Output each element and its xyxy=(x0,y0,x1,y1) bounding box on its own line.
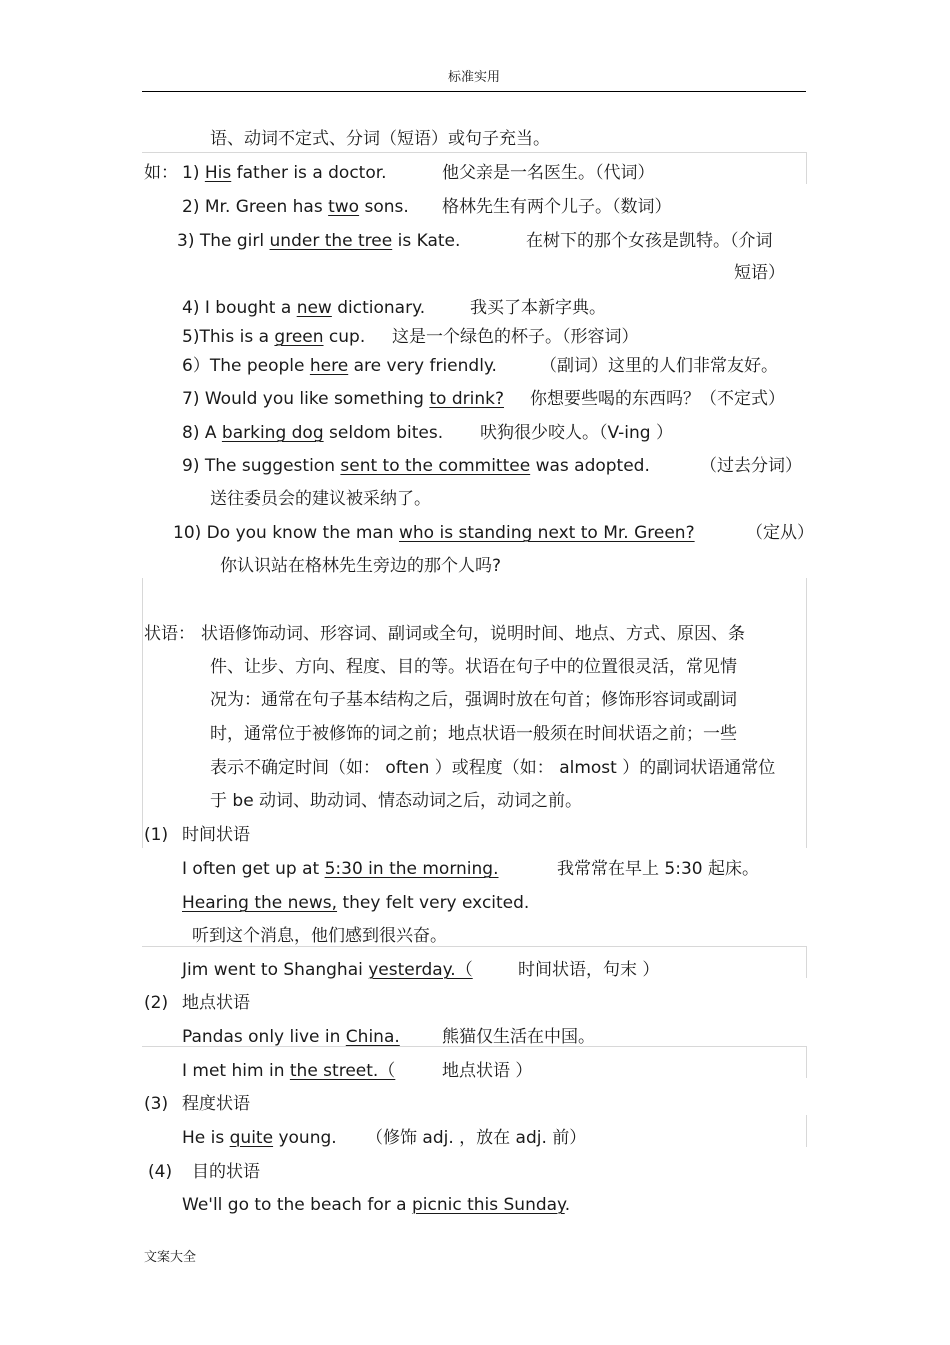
example-10-translation: 你认识站在格林先生旁边的那个人吗? xyxy=(220,556,502,576)
underlined-phrase: barking dog xyxy=(221,423,324,443)
example-text: they felt very excited. xyxy=(337,893,530,913)
example-number: 10) xyxy=(173,523,202,543)
example-number: 2) xyxy=(182,197,200,217)
example-text: The girl xyxy=(199,231,270,251)
adverbial-paragraph-line: 时，通常位于被修饰的词之前；地点状语一般须在时间状语之前；一些 xyxy=(210,724,737,744)
example-3 xyxy=(177,230,460,252)
example-number: 7) xyxy=(182,389,200,409)
box-edge-right xyxy=(806,152,807,184)
section-number: (2) xyxy=(144,993,169,1013)
place-example-2-note: 地点状语 ） xyxy=(442,1061,533,1081)
time-example-2 xyxy=(182,892,529,914)
degree-example-1-note: （修饰 adj. ，放在 adj. 前） xyxy=(366,1128,587,1148)
underlined-phrase: to drink? xyxy=(429,389,504,409)
section-number: (3) xyxy=(144,1094,169,1114)
example-text: Would you like something xyxy=(204,389,430,409)
underlined-phrase: new xyxy=(296,298,332,318)
example-number: 4) xyxy=(182,298,200,318)
example-10-label: （定从） xyxy=(746,523,814,543)
example-text: We'll go to the beach for a xyxy=(182,1195,412,1215)
time-example-2-translation: 听到这个消息，他们感到很兴奋。 xyxy=(192,926,447,946)
box-edge-right xyxy=(806,1115,807,1147)
example-3-translation-cont: 短语） xyxy=(734,263,785,283)
underlined-phrase: who is standing next to Mr. Green? xyxy=(399,523,695,543)
box-edge-right xyxy=(806,578,807,848)
example-8 xyxy=(182,422,443,444)
time-example-1 xyxy=(182,858,499,880)
example-5-translation: 这是一个绿色的杯子。（形容词） xyxy=(392,327,639,347)
example-text: father is a doctor. xyxy=(231,163,387,183)
example-number: 5) xyxy=(182,327,200,347)
example-text: I often get up at xyxy=(182,859,325,879)
subject-continuation: 语、动词不定式、分词（短语）或句子充当。 xyxy=(210,129,550,149)
example-text: The people xyxy=(209,356,310,376)
example-number: 9) xyxy=(182,456,200,476)
example-number: 6） xyxy=(182,356,210,376)
underlined-phrase: China. xyxy=(345,1027,400,1047)
example-7 xyxy=(182,388,504,410)
example-text: Mr. Green has xyxy=(204,197,329,217)
example-text: seldom bites. xyxy=(323,423,444,443)
example-8-translation: 吠狗很少咬人。（V-ing ） xyxy=(480,423,673,443)
example-5 xyxy=(182,326,365,348)
example-text: Jim went to Shanghai xyxy=(182,960,369,980)
footer-text: 文案大全 xyxy=(144,1250,197,1265)
underlined-phrase: here xyxy=(309,356,349,376)
box-edge-left xyxy=(142,578,143,848)
underlined-phrase: Hearing the news, xyxy=(182,893,338,913)
adverbial-paragraph-line: 况为：通常在句子基本结构之后，强调时放在句首；修饰形容词或副词 xyxy=(210,690,737,710)
section-heading: 时间状语 xyxy=(182,825,250,845)
section-number: (1) xyxy=(144,825,169,845)
adverbial-paragraph-line: 状语修饰动词、形容词、副词或全句，说明时间、地点、方式、原因、条 xyxy=(201,624,745,644)
purpose-example-1 xyxy=(182,1194,570,1216)
example-7-translation: 你想要些喝的东西吗？（不定式） xyxy=(530,389,785,409)
example-text: are very friendly. xyxy=(348,356,497,376)
example-2 xyxy=(182,196,409,218)
example-text: I bought a xyxy=(204,298,297,318)
example-2-translation: 格林先生有两个儿子。（数词） xyxy=(442,197,672,217)
underlined-phrase: under the tree xyxy=(269,231,393,251)
header-rule xyxy=(142,91,806,92)
example-intro: 如： xyxy=(144,163,178,183)
underlined-phrase: two xyxy=(328,197,360,217)
example-text: cup. xyxy=(323,327,366,347)
example-6 xyxy=(182,355,497,377)
example-1 xyxy=(182,162,387,184)
box-edge-right xyxy=(806,946,807,978)
section-heading: 程度状语 xyxy=(182,1094,250,1114)
time-example-3-note: 时间状语，句末 ） xyxy=(518,960,660,980)
example-text: is Kate. xyxy=(392,231,461,251)
degree-example-1 xyxy=(182,1127,337,1149)
underlined-phrase: sent to the committee xyxy=(340,456,531,476)
example-text: He is xyxy=(182,1128,230,1148)
example-9 xyxy=(182,455,650,477)
example-text: Do you know the man xyxy=(206,523,399,543)
adverbial-label: 状语： xyxy=(144,624,195,644)
example-9-translation: 送往委员会的建议被采纳了。 xyxy=(210,489,431,509)
underlined-phrase: yesterday.（ xyxy=(368,960,473,980)
example-text: dictionary. xyxy=(331,298,426,318)
time-example-1-translation: 我常常在早上 5:30 起床。 xyxy=(557,859,759,879)
example-6-translation: （副词）这里的人们非常友好。 xyxy=(540,356,778,376)
example-10 xyxy=(173,522,695,544)
example-text: A xyxy=(204,423,222,443)
time-example-3 xyxy=(182,959,473,981)
underlined-phrase: green xyxy=(274,327,324,347)
section-heading: 目的状语 xyxy=(192,1162,260,1182)
example-number: 3) xyxy=(177,231,195,251)
header-title: 标准实用 xyxy=(448,70,501,85)
adverbial-paragraph-line: 于 be 动词、助动词、情态动词之后，动词之前。 xyxy=(210,791,583,811)
underlined-phrase: 5:30 in the morning. xyxy=(324,859,499,879)
underlined-phrase: the street.（ xyxy=(289,1061,396,1081)
example-3-translation: 在树下的那个女孩是凯特。（介词 xyxy=(526,231,773,251)
underlined-phrase: His xyxy=(204,163,232,183)
example-text: . xyxy=(564,1195,571,1215)
underlined-phrase: picnic this Sunday xyxy=(411,1195,565,1215)
example-9-label: （过去分词） xyxy=(700,456,802,476)
adverbial-paragraph-line: 表示不确定时间（如： often ）或程度（如： almost ）的副词状语通常位 xyxy=(210,758,776,778)
example-text: The suggestion xyxy=(204,456,341,476)
place-example-1 xyxy=(182,1026,400,1048)
section-heading: 地点状语 xyxy=(182,993,250,1013)
example-number: 1) xyxy=(182,163,200,183)
example-4 xyxy=(182,297,425,319)
example-text: Pandas only live in xyxy=(182,1027,346,1047)
box-edge-top xyxy=(142,152,807,153)
place-example-1-translation: 熊猫仅生活在中国。 xyxy=(442,1027,595,1047)
underlined-phrase: quite xyxy=(229,1128,274,1148)
example-text: This is a xyxy=(199,327,275,347)
example-text: young. xyxy=(273,1128,337,1148)
section-number: (4) xyxy=(148,1162,173,1182)
example-text: I met him in xyxy=(182,1061,290,1081)
example-text: sons. xyxy=(359,197,409,217)
example-number: 8) xyxy=(182,423,200,443)
example-1-translation: 他父亲是一名医生。（代词） xyxy=(442,163,655,183)
example-4-translation: 我买了本新字典。 xyxy=(470,298,606,318)
box-edge-right xyxy=(806,1046,807,1078)
example-text: was adopted. xyxy=(530,456,650,476)
adverbial-paragraph-line: 件、让步、方向、程度、目的等。状语在句子中的位置很灵活，常见情 xyxy=(210,657,737,677)
place-example-2 xyxy=(182,1060,395,1082)
